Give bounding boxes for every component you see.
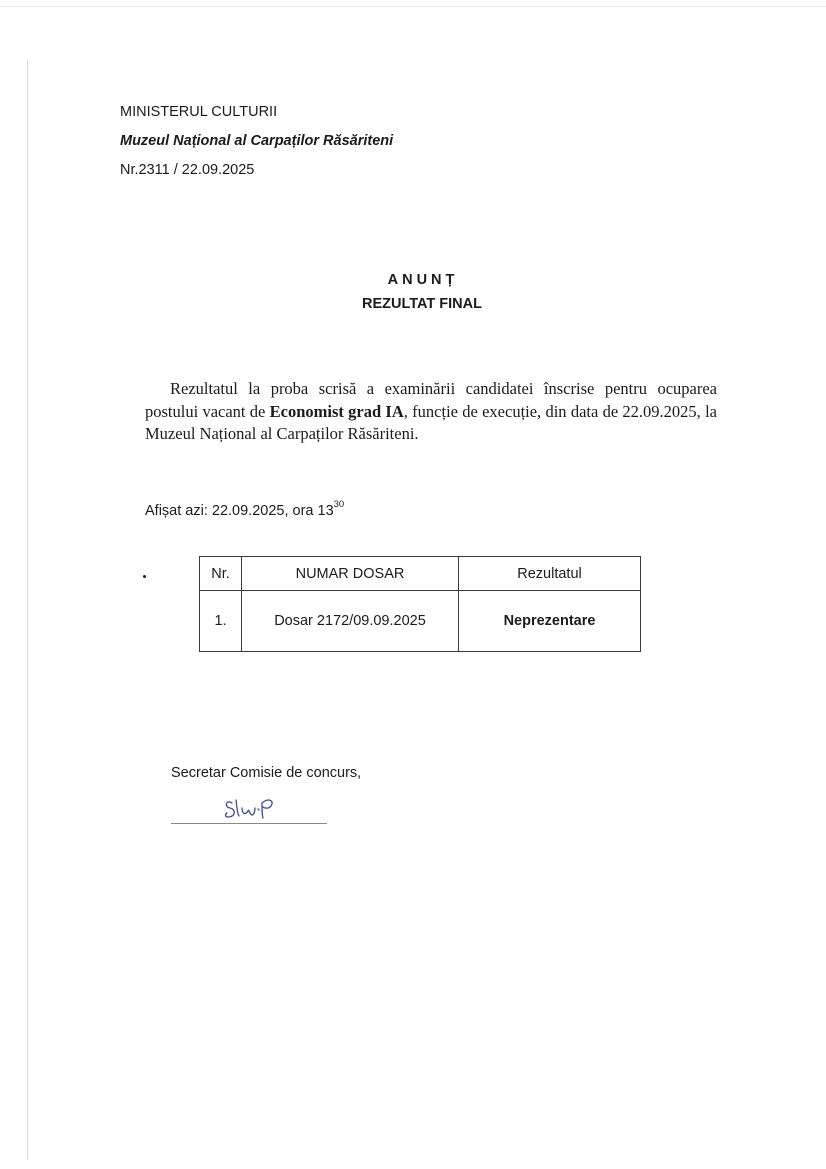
posted-minutes: 30 <box>333 499 345 510</box>
signature-line <box>171 823 327 824</box>
scan-top-edge <box>0 6 826 7</box>
body-text-before: Rezultatul la proba scrisă a examinării candidatei înscrise pentru ocuparea postului vacant de <box>145 379 717 421</box>
table-header-row <box>200 557 641 591</box>
header-numar-dosar: NUMAR DOSAR <box>242 557 459 591</box>
cell-rezultat: Neprezentare <box>459 591 641 652</box>
announcement-body <box>145 378 717 446</box>
header-rezultatul: Rezultatul <box>459 557 641 591</box>
scan-dot-mark <box>143 575 146 578</box>
results-table <box>199 556 641 652</box>
registration-number: Nr.2311 / 22.09.2025 <box>120 162 255 178</box>
table-row <box>200 591 641 652</box>
cell-nr: 1. <box>200 591 242 652</box>
posted-label: Afișat azi: 22.09.2025, ora 13 <box>145 502 334 519</box>
position-title: Economist grad IA <box>269 401 404 421</box>
announcement-title: ANUNȚ <box>387 272 459 288</box>
body-text-after: , funcție de execuție, din data de 22.09.2025, la Muzeul Național al Carpaților Răsăriteni. <box>145 401 717 443</box>
signature-graphic <box>222 793 292 823</box>
ministry-name: MINISTERUL CULTURII <box>120 104 278 120</box>
document-header <box>120 98 393 185</box>
posted-date <box>145 501 344 519</box>
secretary-label: Secretar Comisie de concurs, <box>171 765 362 781</box>
scan-left-edge <box>27 60 28 1160</box>
header-nr: Nr. <box>200 557 242 591</box>
announcement-subtitle: REZULTAT FINAL <box>361 296 482 312</box>
museum-name: Muzeul Național al Carpaților Răsăriteni <box>120 133 394 149</box>
cell-dosar: Dosar 2172/09.09.2025 <box>242 591 459 652</box>
